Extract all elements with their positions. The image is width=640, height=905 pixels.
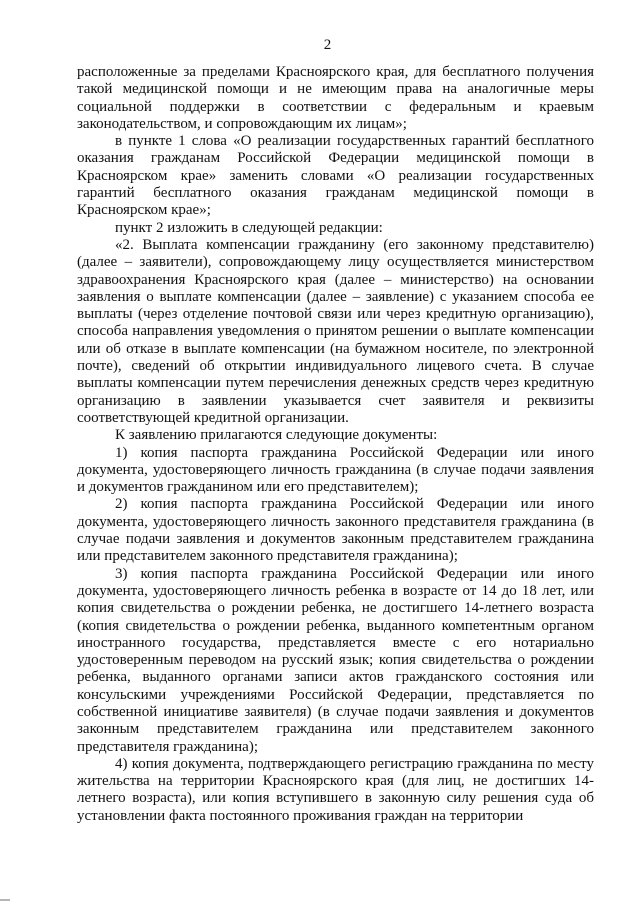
paragraph-documents-heading: К заявлению прилагаются следующие документы: bbox=[115, 427, 438, 444]
page-number: 2 bbox=[323, 37, 332, 53]
scan-edge-mark bbox=[0, 899, 10, 901]
list-item-document-3: 3) копия паспорта гражданина Российской Федерации или иного документа, удостоверяющего личность ребенка в возрасте от 14 до 18 лет, или копия свидетельства о рождении ребенка, не достигшего 14-летнего возраста (копия свидетельства о рождении ребенка, выданного компетентным органом иностранного государства, представляется вместе с его нотариально удостоверенным переводом на русский язык; копия свидетельства о рождении ребенка, выданного органами записи актов гражданского состояния или консульскими учреждениями Российской Федерации, представляется по собственной инициативе заявителя) (в случае подачи заявления и документов законным представителем гражданина или представителем законного представителя гражданина); bbox=[77, 565, 594, 755]
list-item-document-1: 1) копия паспорта гражданина Российской Федерации или иного документа, удостоверяющего личность гражданина (в случае подачи заявления и документов гражданином или его представителем); bbox=[77, 444, 594, 496]
document-body bbox=[77, 64, 594, 825]
paragraph-point-2-heading: пункт 2 изложить в следующей редакции: bbox=[115, 219, 383, 236]
paragraph-point-2-text: «2. Выплата компенсации гражданину (его законному представителю) (далее – заявители), сопровождающему лицу осуществляется министерством здравоохранения Красноярского края (далее – министерство) на основании заявления о выплате компенсации (далее – заявление) с указанием способа ее выплаты (через отделение почтовой связи или через кредитную организацию), способа направления уведомления о принятом решении о выплате компенсации или об отказе в выплате компенсации (на бумажном носителе, по электронной почте), сведений об открытии индивидуального лицевого счета. В случае выплаты компенсации путем перечисления денежных средств через кредитную организацию в заявлении указывается счет заявителя и реквизиты соответствующей кредитной организации. bbox=[77, 236, 594, 426]
list-item-document-4: 4) копия документа, подтверждающего регистрацию гражданина по месту жительства на территории Красноярского края (для лиц, не достигших 14-летнего возраста), или копия вступившего в законную силу решения суда об установлении факта постоянного проживания граждан на территории bbox=[77, 755, 594, 824]
list-item-document-2: 2) копия паспорта гражданина Российской Федерации или иного документа, удостоверяющего личность законного представителя гражданина (в случае подачи заявления и документов законным представителем гражданина или представителем законного представителя гражданина); bbox=[77, 496, 594, 565]
paragraph-intro-continuation: расположенные за пределами Красноярского края, для бесплатного получения такой медицинской помощи и не имеющим права на аналогичные меры социальной поддержки в соответствии с федеральным и краевым законодательством, и сопровождающим их лицам»; bbox=[77, 64, 594, 132]
paragraph-point-1-amendment: в пункте 1 слова «О реализации государственных гарантий бесплатного оказания гражданам Российской Федерации медицинской помощи в Красноярском крае» заменить словами «О реализации государственных гарантий бесплатного оказания гражданам медицинской помощи в Красноярском крае»; bbox=[77, 133, 594, 219]
